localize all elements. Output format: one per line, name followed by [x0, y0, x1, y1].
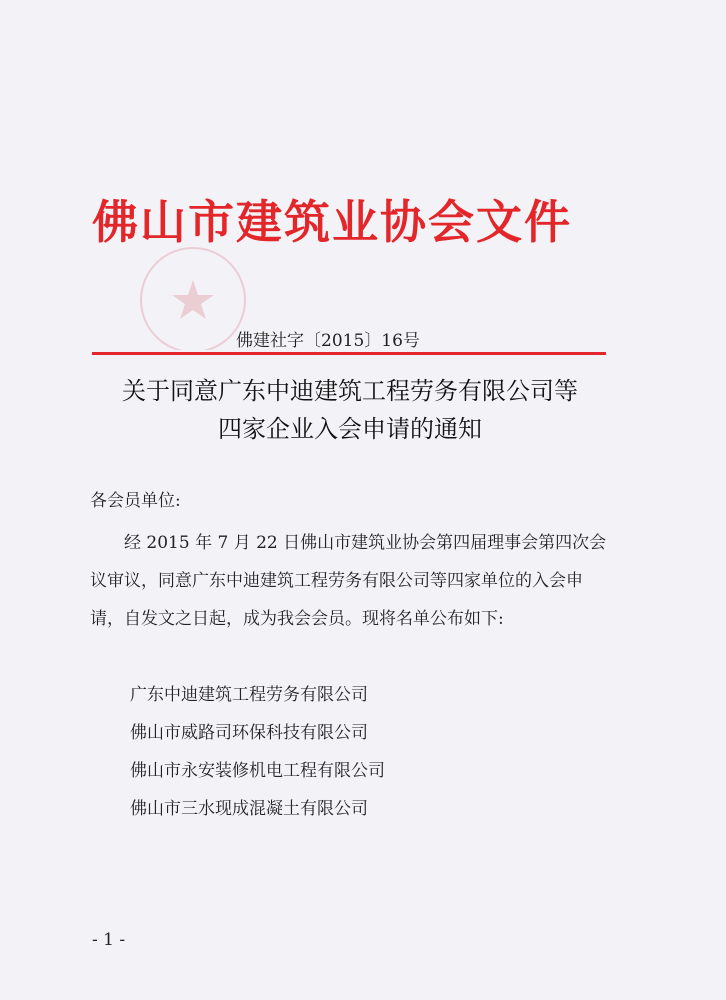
notice-title-line-2: 四家企业入会申请的通知 [218, 415, 482, 443]
notice-title-line-1: 关于同意广东中迪建筑工程劳务有限公司等 [122, 377, 578, 405]
document-number: 佛建社字〔2015〕16号 [236, 331, 420, 351]
company-item: 佛山市三水现成混凝土有限公司 [130, 799, 368, 819]
company-list [130, 676, 385, 828]
document-header-title: 佛山市建筑业协会文件 [92, 195, 572, 249]
company-item: 佛山市威路司环保科技有限公司 [130, 723, 368, 743]
notice-title [90, 372, 610, 448]
company-item: 广东中迪建筑工程劳务有限公司 [130, 685, 368, 705]
salutation: 各会员单位: [90, 491, 181, 511]
company-item: 佛山市永安装修机电工程有限公司 [130, 761, 385, 781]
red-divider-rule [92, 352, 606, 355]
body-paragraph: 经 2015 年 7 月 22 日佛山市建筑业协会第四届理事会第四次会议审议，同意广东中迪建筑工程劳务有限公司等四家单位的入会申请，自发文之日起，成为我会会员。现将名单公布如下: [90, 533, 607, 629]
page-number: - 1 - [92, 930, 126, 950]
